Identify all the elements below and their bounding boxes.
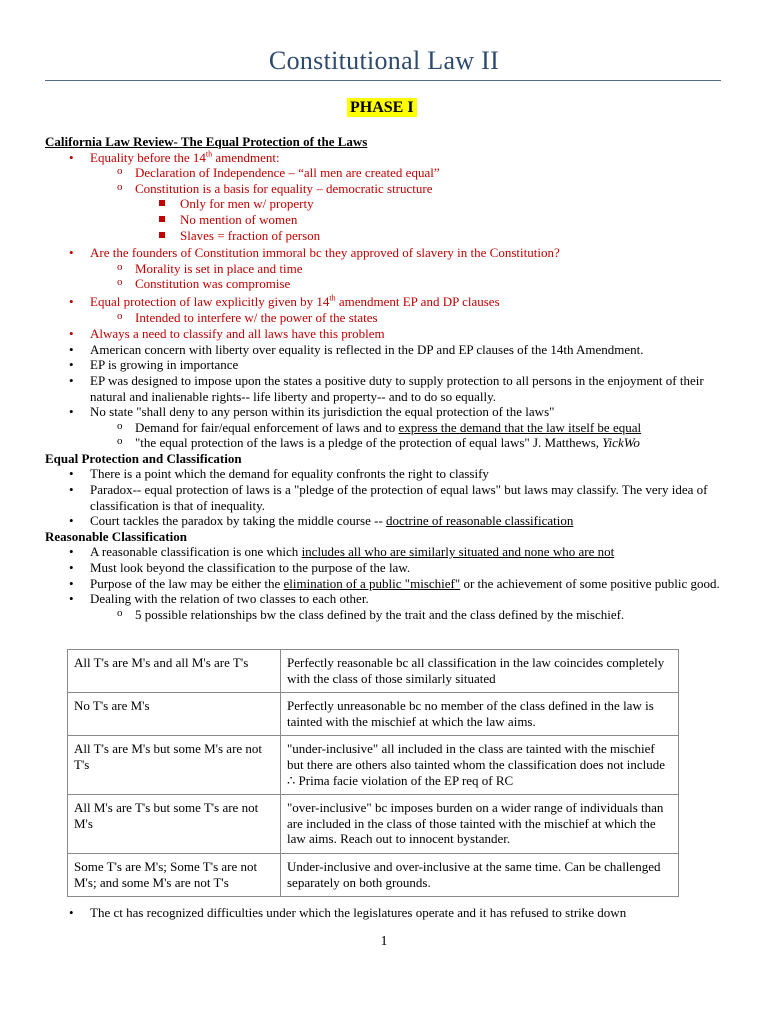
table-row	[68, 693, 679, 736]
table-cell-relation: No T's are M's	[68, 693, 281, 736]
after-table-list	[45, 905, 725, 921]
document-body	[45, 134, 725, 622]
list-item: • Paradox-- equal protection of laws is a "pledge of the protection of equal laws" but laws may classify. The very idea of classification is that of inequality.	[45, 482, 725, 513]
page-number: 1	[380, 934, 388, 949]
list-item: o "the equal protection of the laws is a pledge of the protection of equal laws" J. Matthews, YickWo	[45, 435, 725, 451]
list-item: o Morality is set in place and time	[45, 261, 725, 277]
list-item: • Equal protection of law explicitly given by 14th amendment EP and DP clauses	[45, 294, 725, 310]
list-item: Only for men w/ property	[45, 196, 725, 212]
section-1-list	[45, 150, 725, 451]
table-cell-description: "under-inclusive" all included in the class are tainted with the mischief but there are others also tainted whom the classification does not include ∴ Prima facie violation of the EP req of RC	[281, 736, 679, 795]
list-item: o Declaration of Independence – “all men are created equal”	[45, 165, 725, 181]
section-3-list	[45, 544, 725, 622]
table-row	[68, 736, 679, 795]
list-item: o Constitution was compromise	[45, 276, 725, 292]
list-item: • EP was designed to impose upon the states a positive duty to supply protection to all persons in the enjoyment of their natural and inalienable rights-- life liberty and property-- and to do so equally.	[45, 373, 725, 404]
phase-heading: PHASE I	[347, 98, 417, 117]
list-item: • No state "shall deny to any person within its jurisdiction the equal protection of the laws"	[45, 404, 725, 420]
table-row	[68, 650, 679, 693]
table-row	[68, 853, 679, 896]
table-row	[68, 795, 679, 854]
table-cell-relation: All T's are M's but some M's are not T's	[68, 736, 281, 795]
title-divider	[45, 80, 721, 81]
list-item: • Always a need to classify and all laws have this problem	[45, 326, 725, 342]
document-title: Constitutional Law II	[268, 46, 500, 75]
list-item: • A reasonable classification is one which includes all who are similarly situated and none who are not	[45, 544, 725, 560]
table-cell-relation: Some T's are M's; Some T's are not M's; and some M's are not T's	[68, 853, 281, 896]
table-cell-relation: All T's are M's and all M's are T's	[68, 650, 281, 693]
classification-table	[67, 649, 679, 897]
table-cell-description: Under-inclusive and over-inclusive at the same time. Can be challenged separately on both grounds.	[281, 853, 679, 896]
list-item: • EP is growing in importance	[45, 357, 725, 373]
section-heading-california-law-review: California Law Review- The Equal Protection of the Laws	[45, 134, 368, 149]
list-item: o Demand for fair/equal enforcement of laws and to express the demand that the law itself be equal	[45, 420, 725, 436]
table-cell-description: Perfectly unreasonable bc no member of the class defined in the law is tainted with the mischief at which the law aims.	[281, 693, 679, 736]
list-item: • Court tackles the paradox by taking the middle course -- doctrine of reasonable classification	[45, 513, 725, 529]
list-item: • Are the founders of Constitution immoral bc they approved of slavery in the Constitution?	[45, 245, 725, 261]
list-item: Slaves = fraction of person	[45, 228, 725, 244]
list-item: • Equality before the 14th amendment:	[45, 150, 725, 166]
list-item: o Intended to interfere w/ the power of the states	[45, 310, 725, 326]
list-item: o 5 possible relationships bw the class defined by the trait and the class defined by the mischief.	[45, 607, 725, 623]
section-heading-reasonable-classification: Reasonable Classification	[45, 528, 187, 544]
list-item: • Dealing with the relation of two classes to each other.	[45, 591, 725, 607]
section-2-list	[45, 466, 725, 528]
list-item: • American concern with liberty over equality is reflected in the DP and EP clauses of the 14th Amendment.	[45, 342, 725, 358]
list-item: • Purpose of the law may be either the elimination of a public "mischief" or the achievement of some positive public good.	[45, 576, 725, 592]
table-cell-relation: All M's are T's but some T's are not M's	[68, 795, 281, 854]
section-heading-equal-protection: Equal Protection and Classification	[45, 450, 242, 466]
list-item: • There is a point which the demand for equality confronts the right to classify	[45, 466, 725, 482]
list-item: No mention of women	[45, 212, 725, 228]
list-item: • Must look beyond the classification to the purpose of the law.	[45, 560, 725, 576]
table-cell-description: "over-inclusive" bc imposes burden on a wider range of individuals than are included in the class of those tainted with the mischief at which the law aims. Reach out to innocent bystander.	[281, 795, 679, 854]
list-item: • The ct has recognized difficulties under which the legislatures operate and it has refused to strike down	[45, 905, 725, 921]
table-cell-description: Perfectly reasonable bc all classification in the law coincides completely with the class of those similarly situated	[281, 650, 679, 693]
list-item: o Constitution is a basis for equality – democratic structure	[45, 181, 725, 197]
